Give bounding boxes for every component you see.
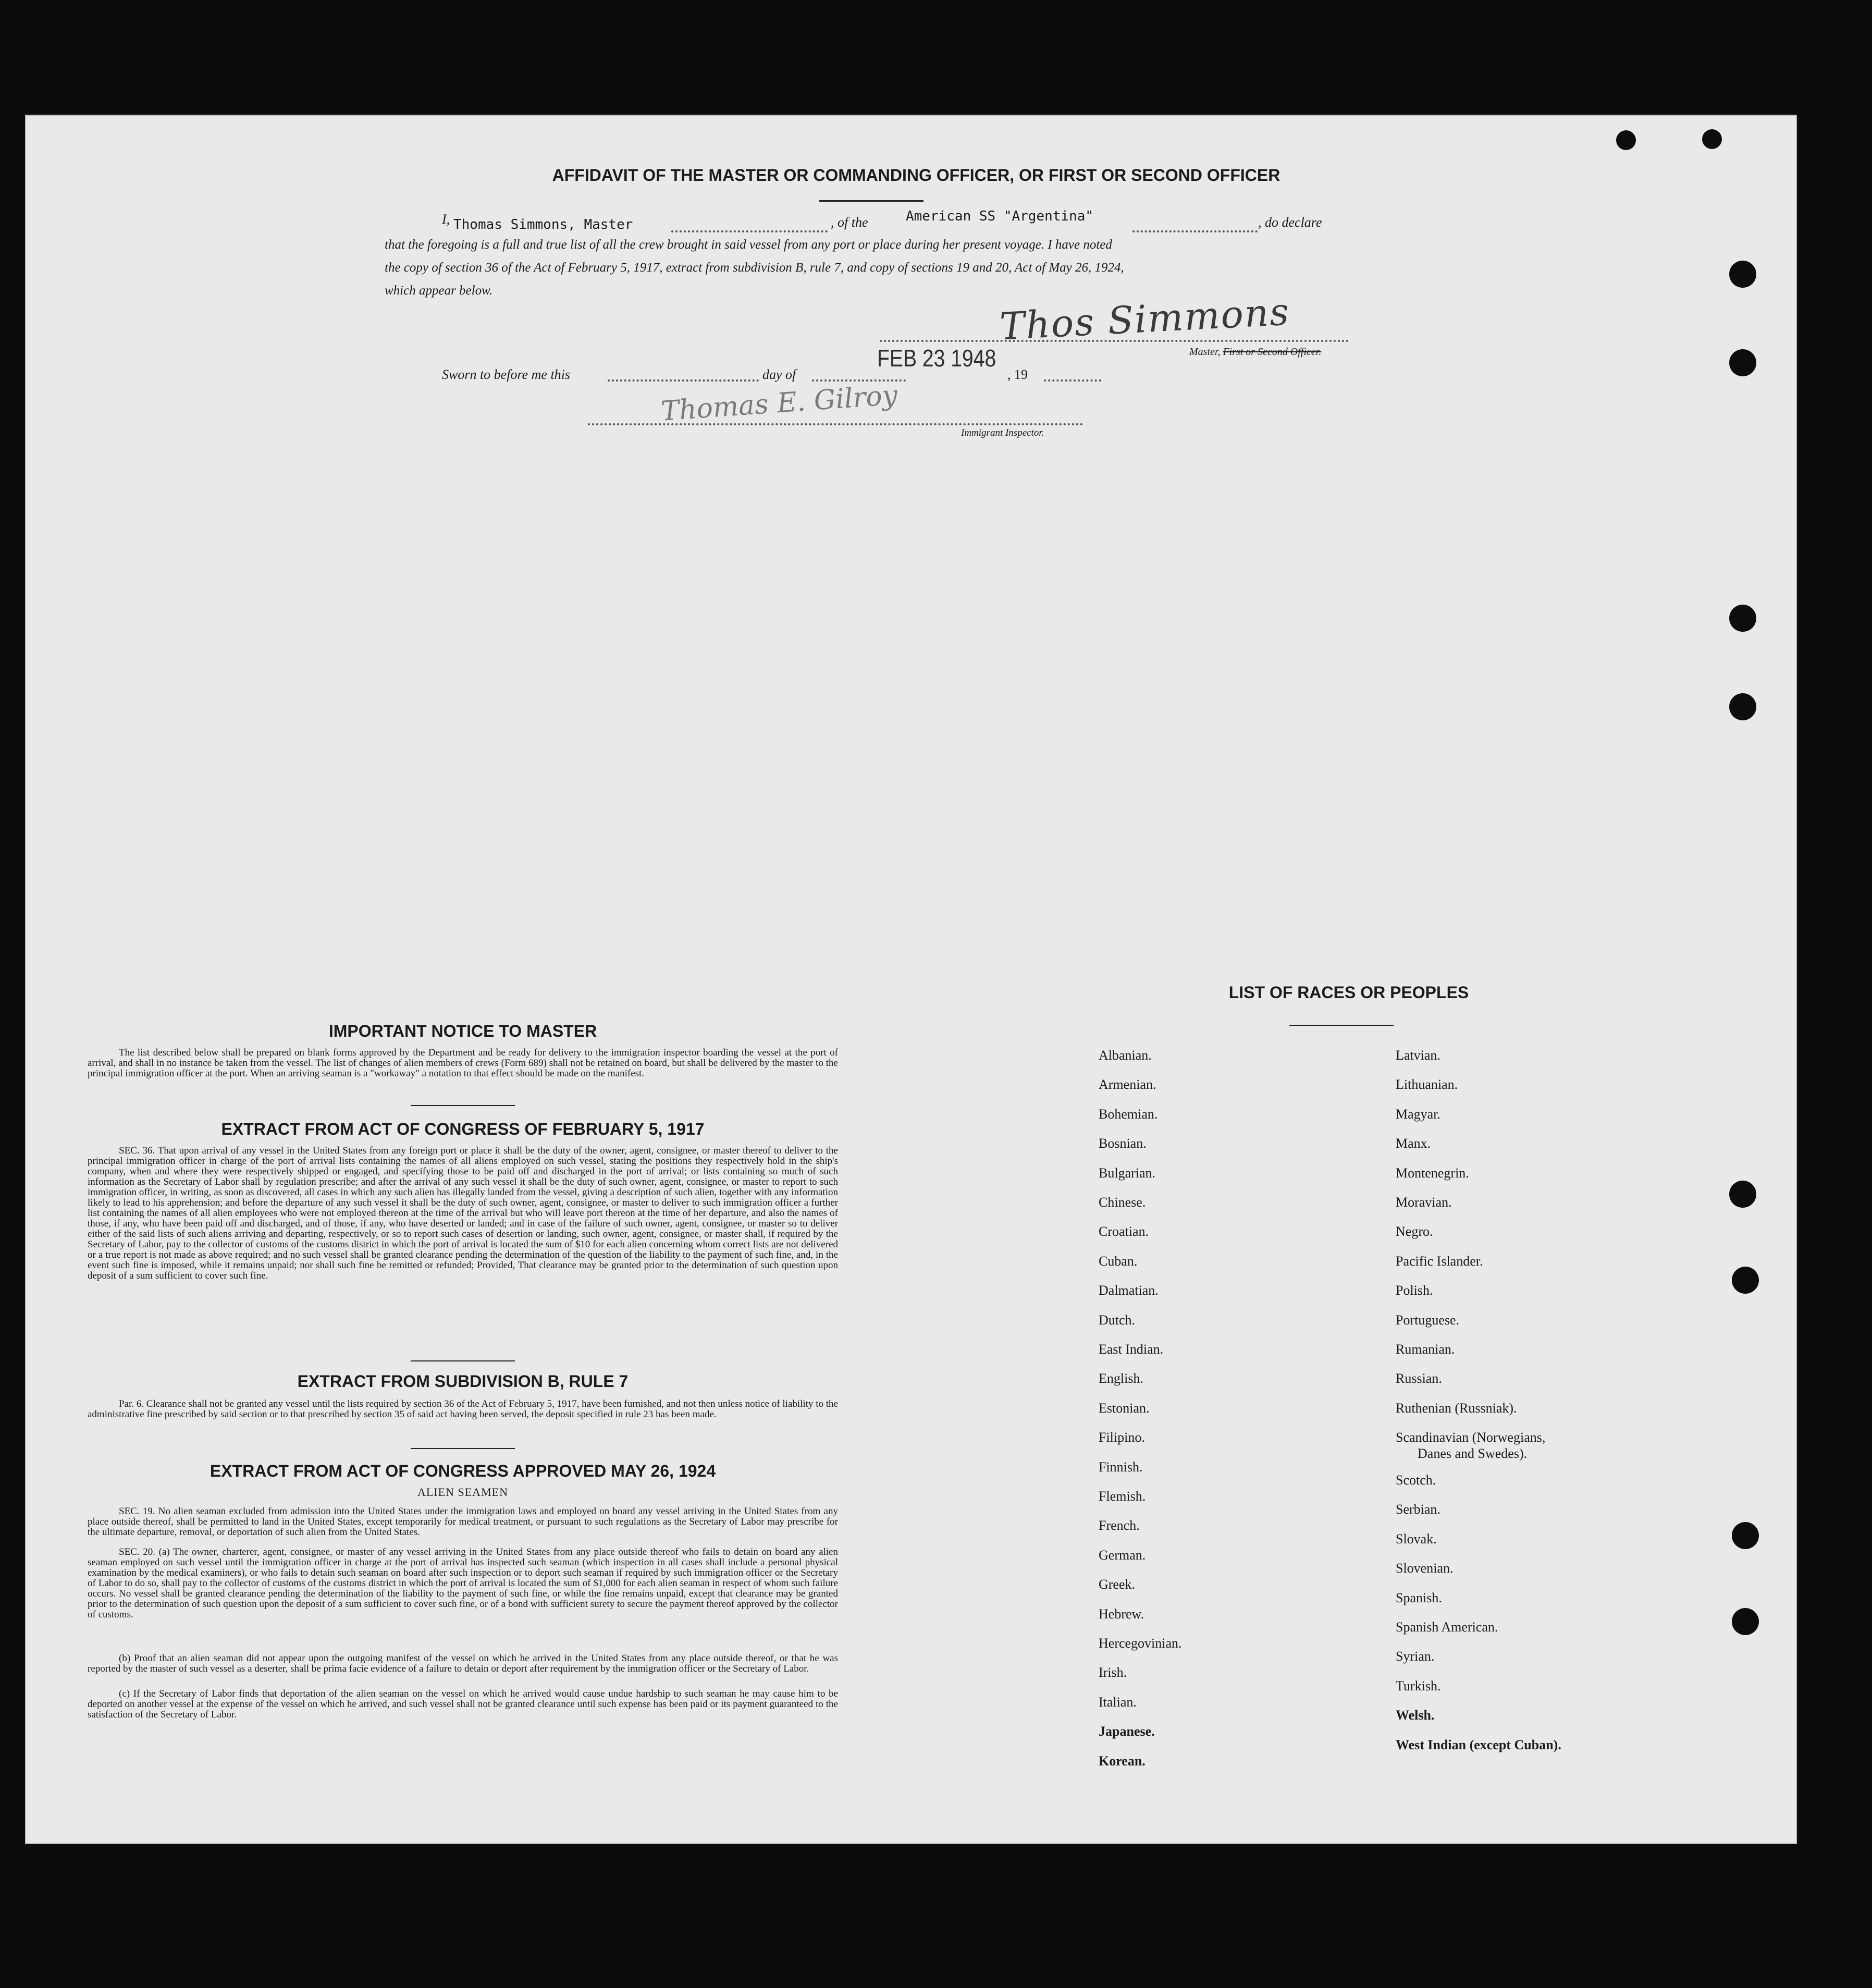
extract-1924-sec20c: (c) If the Secretary of Labor finds that deportation of the alien seaman on the vessel on which he arrived would cause undue hardship to such seaman he may cause him to be deported on another vessel at the expense of the vessel on which he arrived, and such vessel shall not be granted clearance until such expense has been paid or its payment guaranteed to the satisfaction of the Secretary of Labor. — [88, 1688, 838, 1720]
race-item-left: Armenian. — [1099, 1077, 1156, 1093]
notice-divider — [411, 1105, 515, 1106]
sworn-day-line — [608, 379, 759, 382]
inspector-caption: Immigrant Inspector. — [961, 427, 1044, 438]
race-item-left: Cuban. — [1099, 1253, 1138, 1269]
rule7-title: EXTRACT FROM SUBDIVISION B, RULE 7 — [297, 1372, 629, 1391]
race-item-right: Portuguese. — [1396, 1312, 1460, 1328]
race-item-left: Bulgarian. — [1099, 1165, 1156, 1181]
extract-1917-title: EXTRACT FROM ACT OF CONGRESS OF FEBRUARY 5, 1917 — [221, 1120, 705, 1138]
binder-hole — [1729, 261, 1756, 288]
race-item-right: Montenegrin. — [1396, 1165, 1469, 1181]
rule7-divider — [411, 1448, 515, 1449]
vessel-name: American SS "Argentina" — [906, 208, 1094, 224]
notice-body: The list described below shall be prepared on blank forms approved by the Department and be ready for delivery to the immigration inspector boarding the vessel at the port of arrival, and shall in no instance be taken from the vessel. The list of changes of alien members of crews (Form 689) shall not be retained on board, but shall be delivered by the master to the principal immigration officer at the port. When an arriving seaman is a "workaway" a notation to that effect should be made on the manifest. — [88, 1047, 838, 1079]
race-item-right: Welsh. — [1396, 1708, 1435, 1723]
binder-hole — [1702, 129, 1722, 149]
binder-hole — [1732, 1522, 1759, 1549]
binder-hole — [1729, 1181, 1756, 1208]
extract-1924-sec20b: (b) Proof that an alien seaman did not appear upon the outgoing manifest of the vessel on which he arrived in the United States from any place outside thereof, or that he was reported by the master of such vessel as a deserter, shall be prima facie evidence of a failure to detain or deport after requirement by the immigration officer or the Secretary of Labor. — [88, 1653, 838, 1674]
year-label: , 19 — [1007, 367, 1028, 382]
sworn-year-line — [1044, 379, 1101, 382]
races-title: LIST OF RACES OR PEOPLES — [1228, 983, 1469, 1002]
declare-label: , do declare — [1258, 215, 1322, 230]
master-name: Thomas Simmons, Master — [453, 217, 633, 232]
race-item-right: Scotch. — [1396, 1472, 1436, 1488]
race-item-left: East Indian. — [1099, 1342, 1164, 1357]
affidavit-i-label: I, — [442, 212, 450, 227]
extract-1924-title: EXTRACT FROM ACT OF CONGRESS APPROVED MAY 26, 1924 — [210, 1462, 716, 1480]
race-item-left: Dalmatian. — [1099, 1283, 1159, 1298]
race-item-right: Ruthenian (Russniak). — [1396, 1400, 1517, 1416]
race-item-right: Polish. — [1396, 1283, 1433, 1298]
race-item-right: Latvian. — [1396, 1048, 1440, 1063]
binder-hole — [1729, 693, 1756, 720]
extract-1917-divider — [411, 1360, 515, 1361]
race-item-right: Rumanian. — [1396, 1342, 1455, 1357]
race-item-right: West Indian (except Cuban). — [1396, 1737, 1561, 1752]
notice-title: IMPORTANT NOTICE TO MASTER — [328, 1022, 597, 1040]
vessel-name-line — [1132, 230, 1258, 232]
race-item-right: Pacific Islander. — [1396, 1253, 1483, 1269]
race-item-left: Flemish. — [1099, 1489, 1146, 1504]
race-item-left: French. — [1099, 1518, 1140, 1533]
form-page — [25, 115, 1797, 1844]
master-name-line — [671, 230, 828, 232]
binder-hole — [1729, 605, 1756, 632]
affidavit-line-2: that the foregoing is a full and true list of all the crew brought in said vessel from any port or place during her present voyage. I have noted — [385, 238, 1112, 252]
race-item-left: Chinese. — [1099, 1195, 1146, 1210]
race-item-left: Bosnian. — [1099, 1136, 1147, 1151]
race-item-right: Turkish. — [1396, 1678, 1441, 1694]
race-item-right: Manx. — [1396, 1136, 1431, 1151]
master-caption-master: Master, — [1189, 346, 1221, 358]
race-item-left: Albanian. — [1099, 1048, 1152, 1063]
title-divider — [819, 200, 923, 202]
master-signature: Thos Simmons — [999, 289, 1291, 349]
extract-1917-body: SEC. 36. That upon arrival of any vessel in the United States from any foreign port or place it shall be the duty of the owner, agent, consignee, or master thereof to deliver to the principal immigration officer in charge of the port of arrival lists containing the names of all aliens employed on such vessel, stating the positions they respectively hold in the ship's company, when and where they were respectively shipped or engaged, and specifying those to be paid off and discharged in the port of arrival; or lists containing so much of such information as the Secretary of Labor shall by regulation prescribe; and after the arrival of any such vessel it shall be the duty of such owner, agent, consignee, or master to report to such immigration officer, in writing, as soon as discovered, all cases in which any such alien has illegally landed from the vessel, giving a description of such alien, together with any information likely to lead to his apprehension; and before the departure of any such vessel it shall be the duty of such owner, agent, consignee, or master to deliver to such immigration officer a further list containing the names of all alien employees who were not employed thereon at the time of the arrival but who will leave port thereon at the time of her departure, and also the names of those, if any, who have been paid off and discharged, and of those, if any, who have deserted or landed; and in case of the failure of such owner, agent, consignee, or master so to deliver either of the said lists of such aliens arriving and departing, respectively, or so to report such cases of desertion or landing, such owner, agent, consignee, or master shall, if required by the Secretary of Labor, pay to the collector of customs of the customs district in which the port of arrival is located the sum of $10 for each alien concerning whom correct lists are not delivered or a true report is not made as above required; and no such vessel shall be granted clearance pending the determination of the question of the liability to the payment of such fine, and, in the event such fine is imposed, while it remains unpaid; nor shall such fine be remitted or refunded; Provided, That clearance may be granted prior to the determination of such question upon deposit of a sum sufficient to cover such fine. — [88, 1145, 838, 1281]
race-item-right: Moravian. — [1396, 1195, 1452, 1210]
date-stamp: FEB 23 1948 — [877, 345, 996, 372]
extract-1924-sec20a: SEC. 20. (a) The owner, charterer, agent, consignee, or master of any vessel arriving in the United States from any place outside thereof who fails to detain on board any alien seaman employed on such vessel until the immigration officer in charge at the port of arrival has inspected such seaman (which inspection in all cases shall include a personal physical examination by the medical examiners), or who fails to detain such seaman on board after such inspection or to deport such seaman if required by such immigration officer or the Secretary of Labor to do so, shall pay to the collector of customs of the customs district in which the port of arrival is located the sum of $1,000 for each alien seaman in respect of whom such failure occurs. No vessel shall be granted clearance pending the determination of the liability to the payment of such fine, or while the fine remains unpaid, except that clearance may be granted prior to the determination of such question upon the deposit of a sum sufficient to cover such fine, or of a bond with sufficient surety to secure the payment thereof approved by the collector of customs. — [88, 1547, 838, 1620]
of-the-label: , of the — [831, 215, 868, 230]
binder-hole — [1729, 349, 1756, 376]
rule7-body: Par. 6. Clearance shall not be granted any vessel until the lists required by section 36 of the Act of February 5, 1917, have been furnished, and not then unless notice of liability to the administrative fine prescribed by said section or to that prescribed by section 35 of said act having been served, the deposit specified in rule 23 has been made. — [88, 1398, 838, 1420]
binder-hole — [1732, 1267, 1759, 1294]
race-item-left: Estonian. — [1099, 1400, 1150, 1416]
race-item-left: Irish. — [1099, 1665, 1127, 1680]
race-item-right: Spanish American. — [1396, 1619, 1498, 1635]
binder-hole — [1732, 1608, 1759, 1635]
race-item-right: Slovenian. — [1396, 1561, 1454, 1576]
race-item-right: Negro. — [1396, 1224, 1433, 1240]
sworn-label: Sworn to before me this — [442, 367, 571, 382]
race-item-left: Hebrew. — [1099, 1606, 1144, 1622]
binder-hole — [1616, 130, 1636, 150]
day-of-label: day of — [762, 367, 796, 382]
race-item-right: Spanish. — [1396, 1590, 1442, 1605]
race-item-left: Croatian. — [1099, 1224, 1149, 1240]
race-item-left: Japanese. — [1099, 1724, 1155, 1739]
race-item-left: Finnish. — [1099, 1459, 1143, 1475]
race-item-right: Russian. — [1396, 1371, 1442, 1386]
race-item-left: German. — [1099, 1547, 1146, 1563]
affidavit-line-3: the copy of section 36 of the Act of February 5, 1917, extract from subdivision B, rule 7, and copy of sections 19 and 20, Act of May 26, 1924, — [385, 261, 1124, 275]
race-item-left: Bohemian. — [1099, 1106, 1158, 1122]
affidavit-line-4: which appear below. — [385, 284, 493, 298]
race-item-right: Serbian. — [1396, 1502, 1440, 1517]
race-item-left: English. — [1099, 1371, 1143, 1386]
race-item-right: Lithuanian. — [1396, 1077, 1458, 1093]
extract-1924-sec19: SEC. 19. No alien seaman excluded from admission into the United States under the immigration laws and employed on board any vessel arriving in the United States from any place outside thereof, shall be permitted to land in the United States, except temporarily for medical treatment, or pursuant to such regulations as the Secretary of Labor may prescribe for the ultimate departure, removal, or deportation of such alien from the United States. — [88, 1506, 838, 1538]
race-item-left: Italian. — [1099, 1694, 1137, 1710]
race-item-left: Hercegovinian. — [1099, 1636, 1182, 1651]
affidavit-title: AFFIDAVIT OF THE MASTER OR COMMANDING OFFICER, OR FIRST OR SECOND OFFICER — [552, 166, 1280, 185]
race-item-left: Dutch. — [1099, 1312, 1136, 1328]
inspector-signature: Thomas E. Gilroy — [660, 379, 898, 427]
races-divider — [1289, 1025, 1394, 1026]
race-item-right: Danes and Swedes). — [1418, 1446, 1528, 1462]
race-item-right: Scandinavian (Norwegians, — [1396, 1430, 1546, 1445]
race-item-left: Korean. — [1099, 1753, 1146, 1769]
race-item-left: Greek. — [1099, 1577, 1136, 1592]
race-item-right: Slovak. — [1396, 1531, 1437, 1547]
extract-1924-subtitle: ALIEN SEAMEN — [417, 1486, 508, 1499]
race-item-right: Magyar. — [1396, 1106, 1440, 1122]
race-item-left: Filipino. — [1099, 1430, 1145, 1445]
master-caption-struck: First or Second Officer. — [1223, 346, 1322, 358]
race-item-right: Syrian. — [1396, 1649, 1435, 1664]
master-caption — [1189, 346, 1321, 358]
